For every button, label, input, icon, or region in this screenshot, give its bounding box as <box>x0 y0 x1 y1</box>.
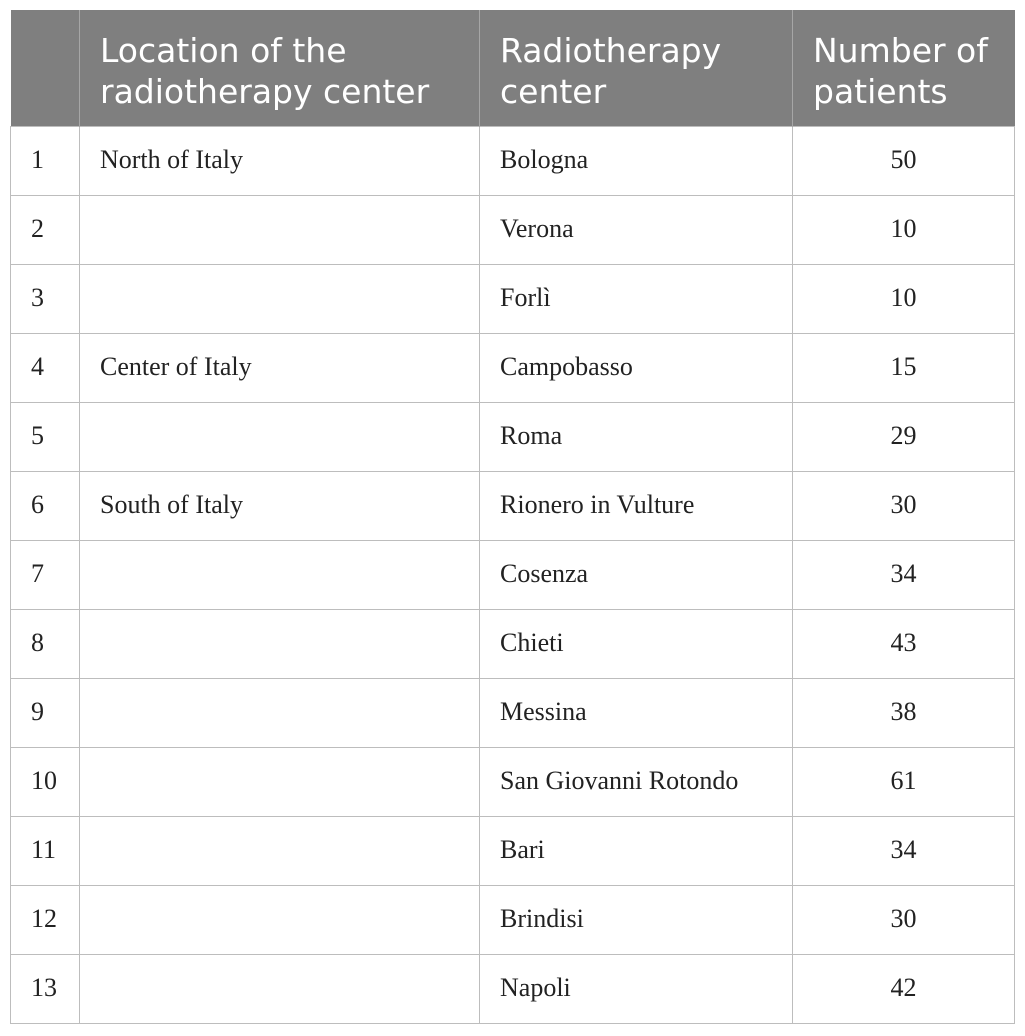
patients-cell: 29 <box>793 402 1015 471</box>
table-header <box>11 10 1015 126</box>
header-patients: Number of patients <box>793 10 1015 126</box>
location-cell: North of Italy <box>80 126 480 195</box>
center-cell: Rionero in Vulture <box>480 471 793 540</box>
center-cell: Napoli <box>480 954 793 1023</box>
row-index-cell: 2 <box>11 195 80 264</box>
row-index-cell: 1 <box>11 126 80 195</box>
table-row <box>11 402 1015 471</box>
row-index-cell: 6 <box>11 471 80 540</box>
table-body <box>11 126 1015 1023</box>
patients-cell: 10 <box>793 264 1015 333</box>
location-cell: South of Italy <box>80 471 480 540</box>
center-cell: Brindisi <box>480 885 793 954</box>
row-index-cell: 12 <box>11 885 80 954</box>
location-cell <box>80 195 480 264</box>
location-cell <box>80 747 480 816</box>
center-cell: Bologna <box>480 126 793 195</box>
table-row <box>11 954 1015 1023</box>
center-cell: Roma <box>480 402 793 471</box>
patients-cell: 34 <box>793 540 1015 609</box>
location-cell: Center of Italy <box>80 333 480 402</box>
header-index <box>11 10 80 126</box>
row-index-cell: 3 <box>11 264 80 333</box>
center-cell: Campobasso <box>480 333 793 402</box>
center-cell: Cosenza <box>480 540 793 609</box>
patients-cell: 61 <box>793 747 1015 816</box>
location-cell <box>80 885 480 954</box>
row-index-cell: 13 <box>11 954 80 1023</box>
radiotherapy-centers-table <box>10 10 1015 1024</box>
center-cell: Chieti <box>480 609 793 678</box>
table-row <box>11 126 1015 195</box>
center-cell: Verona <box>480 195 793 264</box>
center-cell: Messina <box>480 678 793 747</box>
center-cell: Forlì <box>480 264 793 333</box>
location-cell <box>80 816 480 885</box>
patients-cell: 10 <box>793 195 1015 264</box>
table-row <box>11 816 1015 885</box>
center-cell: San Giovanni Rotondo <box>480 747 793 816</box>
row-index-cell: 7 <box>11 540 80 609</box>
patients-cell: 43 <box>793 609 1015 678</box>
patients-cell: 42 <box>793 954 1015 1023</box>
location-cell <box>80 264 480 333</box>
patients-cell: 30 <box>793 471 1015 540</box>
row-index-cell: 4 <box>11 333 80 402</box>
table-row <box>11 540 1015 609</box>
header-row <box>11 10 1015 126</box>
table-row <box>11 885 1015 954</box>
row-index-cell: 5 <box>11 402 80 471</box>
header-center: Radiotherapy center <box>480 10 793 126</box>
table-row <box>11 333 1015 402</box>
center-cell: Bari <box>480 816 793 885</box>
patients-cell: 50 <box>793 126 1015 195</box>
header-location: Location of the radiotherapy center <box>80 10 480 126</box>
patients-cell: 30 <box>793 885 1015 954</box>
row-index-cell: 11 <box>11 816 80 885</box>
patients-cell: 15 <box>793 333 1015 402</box>
row-index-cell: 10 <box>11 747 80 816</box>
location-cell <box>80 609 480 678</box>
row-index-cell: 8 <box>11 609 80 678</box>
row-index-cell: 9 <box>11 678 80 747</box>
location-cell <box>80 954 480 1023</box>
location-cell <box>80 540 480 609</box>
table-row <box>11 195 1015 264</box>
table-row <box>11 678 1015 747</box>
table-row <box>11 609 1015 678</box>
table-row <box>11 471 1015 540</box>
location-cell <box>80 402 480 471</box>
patients-cell: 34 <box>793 816 1015 885</box>
table-row <box>11 264 1015 333</box>
table-row <box>11 747 1015 816</box>
location-cell <box>80 678 480 747</box>
patients-cell: 38 <box>793 678 1015 747</box>
